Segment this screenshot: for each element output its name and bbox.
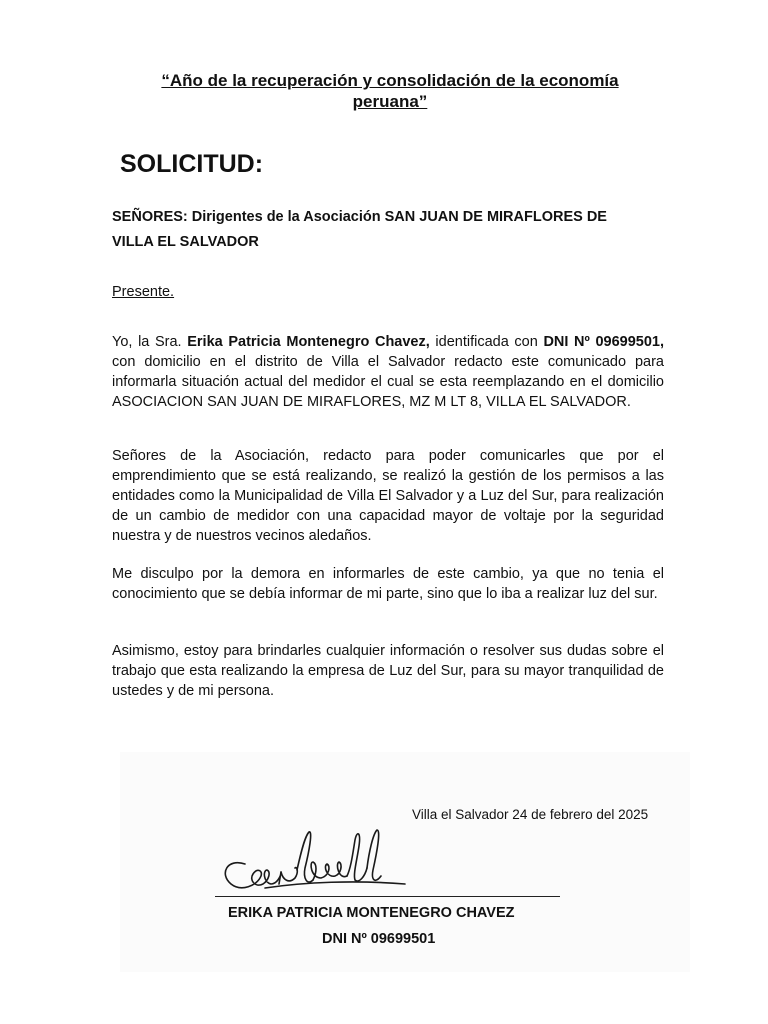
addressee-line1: SEÑORES: Dirigentes de la Asociación SAN JUAN DE MIRAFLORES DE: [112, 209, 607, 225]
paragraph-1-mid: identificada con: [429, 334, 544, 350]
year-motto: [110, 70, 670, 112]
paragraph-1: [112, 332, 664, 412]
sender-dni: DNI Nº 09699501,: [543, 334, 664, 350]
paragraph-1-intro: Yo, la Sra.: [112, 334, 188, 350]
paragraph-3: Me disculpo por la demora en informarles de este cambio, ya que no tenia el conocimiento que se debía informar de mi parte, sino que lo iba a realizar luz del sur.: [112, 566, 664, 602]
paragraph-1-rest: con domicilio en el distrito de Villa el Salvador redacto este comunicado para informarla situación actual del medidor el cual se esta reemplazando en el domicilio ASOCIACION SAN JUAN DE MIRAFLORES, MZ M LT 8, VILLA EL SALVADOR.: [112, 354, 664, 410]
addressee: [112, 205, 672, 255]
greeting: Presente.: [112, 284, 175, 300]
signature-line: [215, 896, 560, 897]
document-title: SOLICITUD:: [120, 150, 264, 178]
signer-name: ERIKA PATRICIA MONTENEGRO CHAVEZ: [228, 905, 515, 921]
handwritten-signature-icon: [205, 822, 565, 907]
year-motto-line2: peruana”: [352, 92, 428, 111]
paragraph-2: Señores de la Asociación, redacto para poder comunicarles que por el emprendimiento que se está realizando, se realizó la gestión de los permisos a las entidades como la Municipalidad de Villa El Salvador y a Luz del Sur, para realización de un cambio de medidor con una capacidad mayor de voltaje por la seguridad nuestra y de nuestros vecinos aledaños.: [112, 448, 664, 544]
paragraph-4: Asimismo, estoy para brindarles cualquier información o resolver sus dudas sobre el trabajo que esta realizando la empresa de Luz del Sur, para su mayor tranquilidad de ustedes y de mi persona.: [112, 643, 664, 699]
signer-dni: DNI Nº 09699501: [322, 931, 436, 947]
place-date: Villa el Salvador 24 de febrero del 2025: [412, 807, 649, 822]
year-motto-line1: “Año de la recuperación y consolidación de la economía: [161, 71, 619, 90]
sender-name: Erika Patricia Montenegro Chavez,: [187, 334, 430, 350]
addressee-line2: VILLA EL SALVADOR: [112, 234, 259, 250]
